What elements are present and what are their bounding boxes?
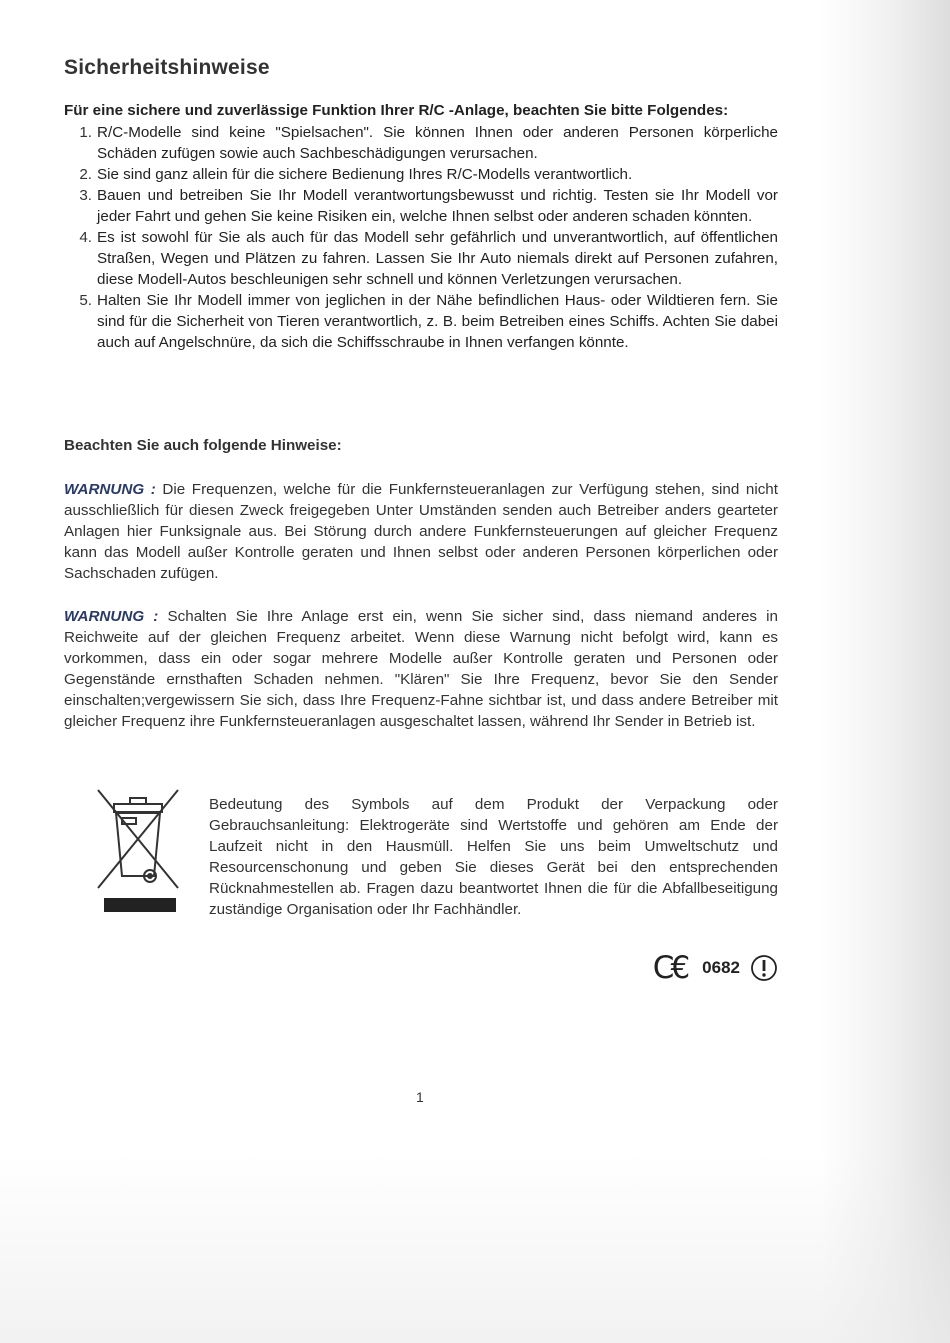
list-item-text: Halten Sie Ihr Modell immer von jeglichen in der Nähe befindlichen Haus- oder Wildtieren fern. Sie sind für die Sicherheit von Tieren verantwortlich, z. B. beim Betreiben eines Schiffs. Achten Sie dabei auch auf Angelschnüre, da sich die Schiffsschraube in Ihnen verfangen könnte. [97,292,778,351]
list-item [64,185,778,227]
exclamation-circle-icon [750,954,778,982]
warning-paragraph [64,479,778,584]
page-title: Sicherheitshinweise [64,56,270,79]
warning-paragraph [64,606,778,732]
list-item-text: Bauen und betreiben Sie Ihr Modell verantwortungsbewusst und richtig. Testen sie Ihr Modell vor jeder Fahrt und gehen Sie keine Risiken ein, welche Ihnen selbst oder anderen schaden könnten. [97,187,778,225]
ce-mark: C€ [652,950,687,986]
warning-label: WARNUNG : [64,481,156,498]
warning-text: Schalten Sie Ihre Anlage erst ein, wenn Sie sicher sind, dass niemand anderes in Reichweite auf der gleichen Frequenz arbeitet. Wenn diese Warnung nicht befolgt wird, kann es vorkommen, dass ein oder sogar mehrere Modelle außer Kontrolle geraten und Personen oder Gegenstände ernsthaften Schaden nehmen. "Klären" Sie Ihre Frequenz, bevor Sie den Sender einschalten;vergewissern Sie sich, dass Ihre Frequenz-Fahne sichtbar ist, und dass andere Betreiber mit gleicher Frequenz ihre Funkfernsteueranlagen ausgeschaltet lassen, während Ihr Sender in Betrieb ist. [64,608,778,730]
crossed-out-wheelie-bin-icon [94,780,184,916]
list-item-number: 1. [79,124,92,141]
certification-marks [653,950,778,986]
list-item-text: Es ist sowohl für Sie als auch für das Modell sehr gefährlich und unverantwortlich, auf öffentlichen Straßen, Wegen und Plätzen zu fahren. Lassen Sie Ihr Auto niemals direkt auf Personen zufahren, diese Modell-Autos beschleunigen sehr schnell und können Verletzungen verursachen. [97,229,778,288]
safety-rules-list [64,122,778,353]
list-item-text: Sie sind ganz allein für die sichere Bedienung Ihres R/C-Modells verantwortlich. [97,166,633,183]
list-item [64,227,778,290]
list-item-number: 2. [79,166,92,183]
scan-shadow-bottom [0,1153,950,1343]
list-item [64,164,778,185]
section-subheading: Beachten Sie auch folgende Hinweise: [64,437,342,454]
list-item-text: R/C-Modelle sind keine "Spielsachen". Sie können Ihnen oder anderen Personen körperliche Schäden zufügen sowie auch Sachbeschädigungen verursachen. [97,124,778,162]
warning-label: WARNUNG : [64,608,159,625]
warning-text: Die Frequenzen, welche für die Funkfernsteueranlagen zur Verfügung stehen, sind nicht ausschließlich für diesen Zweck freigegeben Unter Umständen senden auch Betreiber anders gearteter Anlagen hier Funksignale aus. Bei Störung durch andere Funkfernsteuerungen auf gleicher Frequenz kann das Modell außer Kontrolle geraten und Ihnen selbst oder anderen Personen körperlichen oder Sachschaden zufügen. [64,481,778,582]
disposal-note: Bedeutung des Symbols auf dem Produkt der Verpackung oder Gebrauchsanleitung: Elektrogeräte sind Wertstoffe und gehören am Ende der Laufzeit nicht in den Hausmüll. Helfen Sie uns beim Umweltschutz und Resourcenschonung und geben Sie dieses Gerät bei den entsprechenden Rücknahmestellen ab. Fragen dazu beantwortet Ihnen die für die Abfallbeseitigung zuständige Organisation oder Ihr Fachhändler. [209,796,778,918]
list-item-number: 3. [79,187,92,204]
scan-shadow-right [820,0,950,1343]
list-item-number: 5. [79,292,92,309]
list-item [64,122,778,164]
notified-body-number: 0682 [702,958,740,977]
list-item [64,290,778,353]
page-number: 1 [416,1089,424,1105]
list-item-number: 4. [79,229,92,246]
intro-text: Für eine sichere und zuverlässige Funktion Ihrer R/C -Anlage, beachten Sie bitte Folgendes: [64,102,729,119]
